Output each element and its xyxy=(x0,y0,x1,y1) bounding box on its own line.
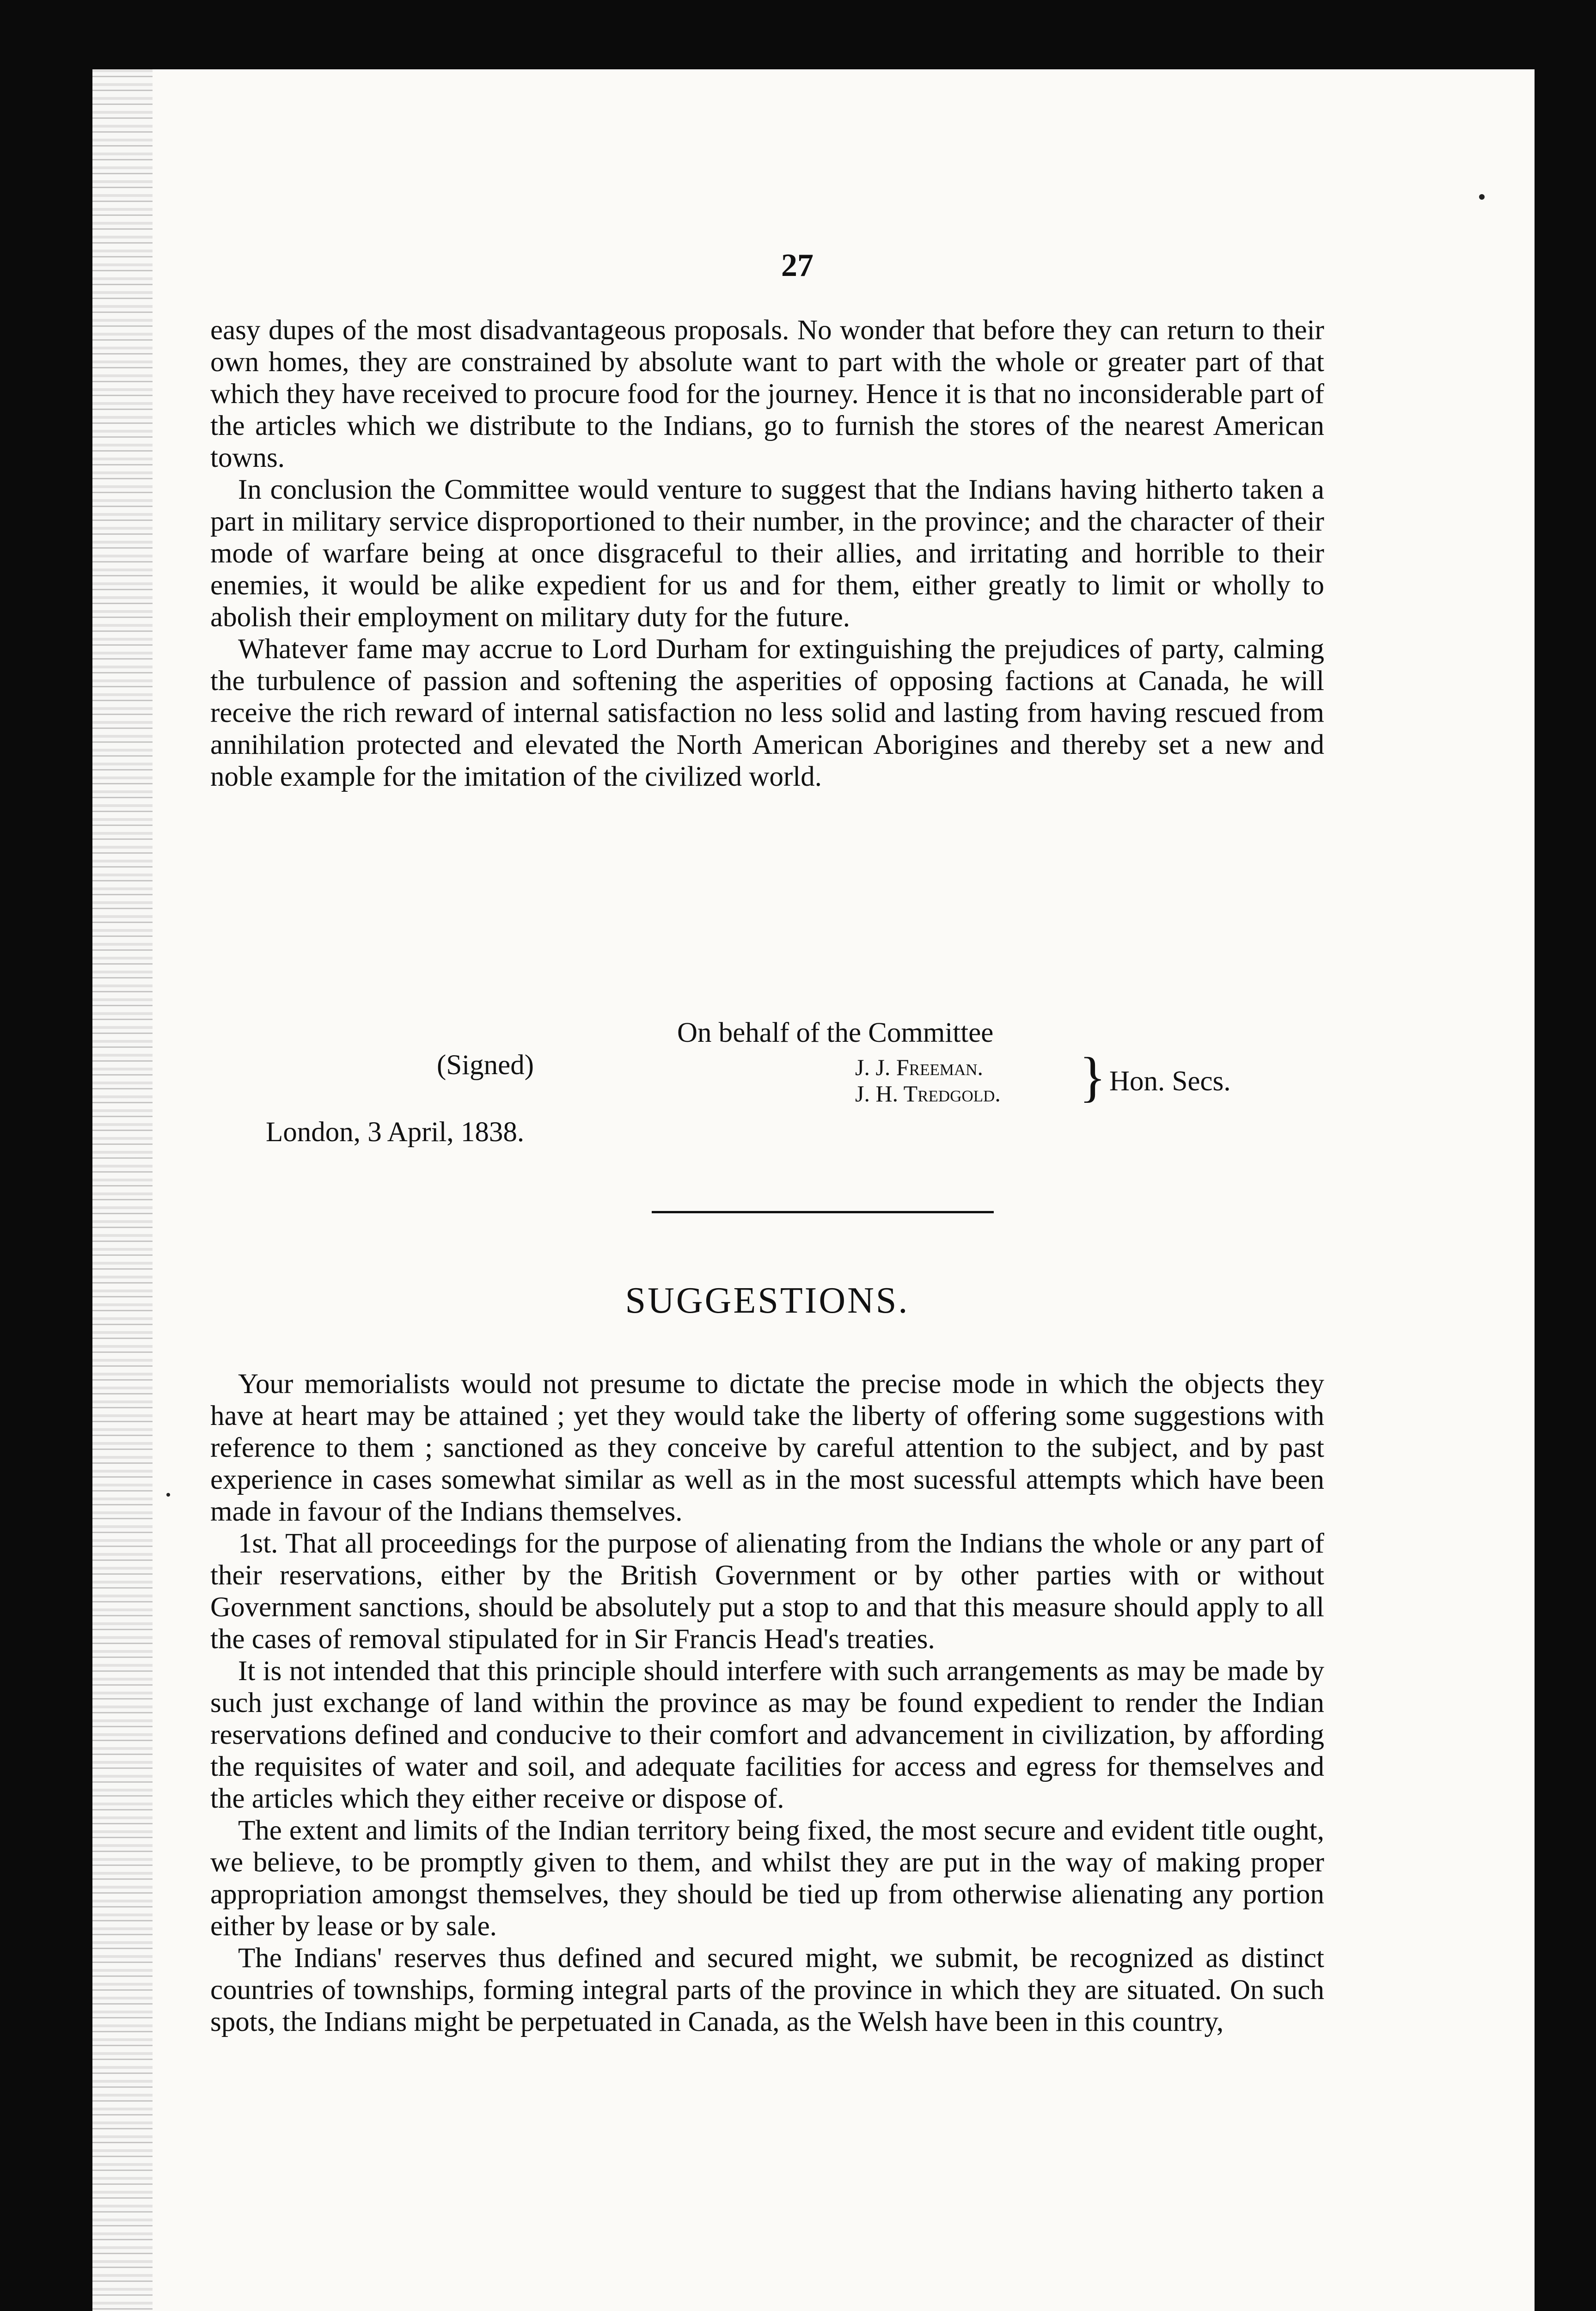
brace-glyph: } xyxy=(1079,1046,1106,1107)
scanned-page xyxy=(92,69,1535,2311)
ink-speck xyxy=(166,1493,170,1497)
on-behalf-line: On behalf of the Committee xyxy=(677,1017,994,1048)
signed-label: (Signed) xyxy=(437,1050,534,1081)
secretary-name-1: J. J. Freeman. xyxy=(855,1054,983,1080)
date-line: London, 3 April, 1838. xyxy=(266,1117,525,1148)
paragraph: Your memorialists would not presume to dictate the precise mode in which the objects they have at heart may be attained ; yet they would take the liberty of offering some suggestions with reference to them ; sanctioned as they conceive by careful attention to the subject, and by past experience in cases somewhat similar as well as in the most sucessful attempts which have been made in favour of the Indians themselves. xyxy=(210,1369,1324,1527)
paragraph: Whatever fame may accrue to Lord Durham for extinguishing the prejudices of party, calming the turbulence of passion and softening the asperities of opposing factions at Canada, he will receive the rich reward of internal satisfaction no less solid and lasting from having rescued from annihilation protected and elevated the North American Aborigines and thereby set a new and noble example for the imitation of the civilized world. xyxy=(210,634,1324,792)
secretary-name-2: J. H. Tredgold. xyxy=(855,1081,1001,1107)
paragraph: In conclusion the Committee would venture to suggest that the Indians having hitherto taken a part in military service disproportioned to their number, in the province; and the character of their mode of warfare being at once disgraceful to their allies, and irritating and horrible to their enemies, it would be alike expedient for us and for them, either greatly to limit or wholly to abolish their employment on military duty for the future. xyxy=(210,474,1324,633)
paragraph: It is not intended that this principle should interfere with such arrangements as may be made by such just exchange of land within the province as may be found expedient to render the Indian reservations defined and conducive to their comfort and advancement in civilization, by affording the requisites of water and soil, and adequate facilities for access and egress for themselves and the articles which they either receive or dispose of. xyxy=(210,1656,1324,1814)
paragraph: The Indians' reserves thus defined and secured might, we submit, be recognized as distinct countries of townships, forming integral parts of the province in which they are situated. On such spots, the Indians might be perpetuated in Canada, as the Welsh have been in this country, xyxy=(210,1943,1324,2037)
paragraph: 1st. That all proceedings for the purpose of alienating from the Indians the whole or any part of their reservations, either by the British Government or by other parties with or without Government sanctions, should be absolutely put a stop to and that this measure should apply to all the cases of removal stipulated for in Sir Francis Head's treaties. xyxy=(210,1528,1324,1655)
binding-edge xyxy=(92,69,153,2311)
page-number: 27 xyxy=(781,248,813,283)
secretary-role: Hon. Secs. xyxy=(1109,1066,1231,1097)
signature-block xyxy=(210,1017,1324,1156)
suggestions-section xyxy=(210,1368,1324,2038)
paragraph: easy dupes of the most disadvantageous proposals. No wonder that before they can return to their own homes, they are constrained by absolute want to part with the whole or greater part of that which they have received to procure food for the journey. Hence it is that no inconsiderable part of the articles which we distribute to the Indians, go to furnish the stores of the nearest American towns. xyxy=(210,315,1324,473)
ink-speck xyxy=(1479,194,1485,200)
top-section xyxy=(210,314,1324,793)
paragraph: The extent and limits of the Indian territory being fixed, the most secure and evident title ought, we believe, to be promptly given to them, and whilst they are put in the way of making proper appropriation amongst themselves, they should be tied up from otherwise alienating any portion either by lease or by sale. xyxy=(210,1815,1324,1942)
section-heading: SUGGESTIONS. xyxy=(625,1280,910,1321)
section-divider xyxy=(652,1211,994,1213)
